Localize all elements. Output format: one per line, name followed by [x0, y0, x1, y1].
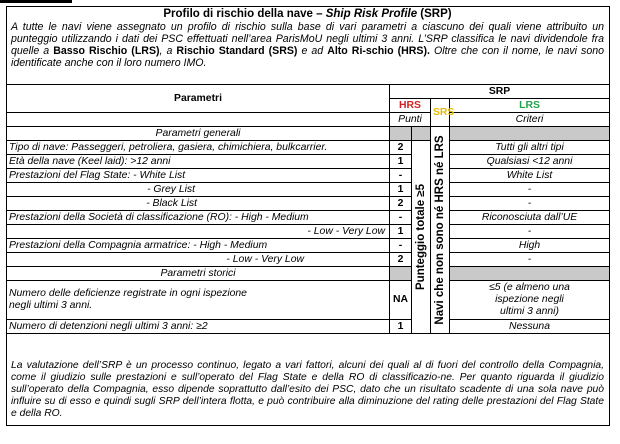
intro-text-1: A tutte le navi viene assegnato un profilo di rischio sulla base di vari parametri a ciascuno dei quali viene attribuito un punteggio utilizzando i dati dei PSC effettuati nell’area ParisMoU negli ultimi 3 anni. L’SRP classifica le navi dividendole fra quelle a [11, 21, 604, 58]
header-srs: SRS [431, 99, 450, 127]
srp-table [6, 84, 610, 334]
shade-cell [450, 267, 610, 281]
header-srp: SRP [390, 85, 610, 99]
intro-bold-hrs: Alto Ri-schio (HRS). [327, 45, 430, 58]
row-criteria: Riconosciuta dall’UE [450, 211, 610, 225]
table-header-row-3 [7, 113, 610, 127]
table-row [7, 155, 610, 169]
row-criteria: Tutti gli altri tipi [450, 141, 610, 155]
row-param: Età della nave (Keel laid): >12 anni [7, 155, 390, 169]
vertical-score-cell [412, 141, 431, 334]
row-points: 2 [390, 197, 412, 211]
row-points: 1 [390, 155, 412, 169]
deficiencies-param [7, 281, 390, 320]
row-points: - [390, 169, 412, 183]
row-criteria: - [450, 253, 610, 267]
table-row [7, 211, 610, 225]
shade-cell [450, 127, 610, 141]
table-row [7, 225, 610, 239]
header-empty [7, 113, 390, 127]
header-punti: Punti [390, 113, 431, 127]
row-criteria: High [450, 239, 610, 253]
intro-paragraph [7, 21, 608, 69]
table-row [7, 320, 610, 334]
section-general-row [7, 127, 610, 141]
row-criteria: - [450, 183, 610, 197]
header-criteri: Criteri [450, 113, 610, 127]
row-param: - Black List [7, 197, 390, 211]
title-suffix: (SRP) [417, 8, 452, 20]
detentions-criteria: Nessuna [450, 320, 610, 334]
row-param: Prestazioni della Compagnia armatrice: - High - Medium [7, 239, 390, 253]
row-param: Tipo di nave: Passeggeri, petroliera, gasiera, chimichiera, bulkcarrier. [7, 141, 390, 155]
intro-text-3: e ad [297, 45, 328, 58]
deficiencies-criteria-line-1: ≤5 (e almeno una [489, 282, 570, 293]
footer-note: La valutazione dell’SRP è un processo continuo, legato a vari fattori, alcuni dei quali al di fuori del controllo della Compagnia, come il giudizio sulle prestazioni e sull’operato del Flag State e della RO di classificazio-ne. Per quanto riguarda il giudizio sull’operato della Compagnia, esso dipende soprattutto dall’esito dei PSC, dato che un risultato scadente di una sola nave può influire su di esso e quindi sugli SRP dell’intera flotta, e può contribuire alla diminuzione del rating delle prestazioni del Flag State e della RO. [11, 360, 604, 420]
detentions-points: 1 [390, 320, 412, 334]
deficiencies-criteria [450, 281, 610, 320]
header-parametri: Parametri [7, 85, 390, 113]
deficiencies-criteria-line-2: ispezione negli [495, 294, 564, 305]
top-bar-decoration [0, 0, 72, 3]
deficiencies-line-1: Numero delle deficienze registrate in ogni ispezione [9, 288, 247, 299]
section-history-row [7, 267, 610, 281]
table-row [7, 197, 610, 211]
table-header-row-1 [7, 85, 610, 99]
vertical-srs-label: Navi che non sono né HRS né LRS [434, 135, 446, 325]
detentions-param: Numero di detenzioni negli ultimi 3 anni: ≥2 [7, 320, 390, 334]
intro-bold-lrs: Basso Rischio (LRS) [53, 45, 160, 58]
deficiencies-points: NA [390, 281, 412, 320]
section-general: Parametri generali [7, 127, 390, 141]
title-prefix: Profilo di rischio della nave – [163, 8, 326, 20]
vertical-srs-cell [431, 127, 450, 334]
intro-text-2: , a [159, 45, 177, 58]
shade-cell [390, 267, 412, 281]
row-points: 1 [390, 225, 412, 239]
deficiencies-line-2: negli ultimi 3 anni. [9, 300, 93, 311]
row-criteria: - [450, 225, 610, 239]
table-row [7, 141, 610, 155]
table-row [7, 239, 610, 253]
intro-section [7, 7, 608, 84]
row-param: - Grey List [7, 183, 390, 197]
ship-risk-profile-box [6, 6, 610, 426]
row-criteria: - [450, 197, 610, 211]
row-points: - [390, 239, 412, 253]
shade-cell [390, 127, 412, 141]
row-criteria: White List [450, 169, 610, 183]
page-title [7, 7, 608, 21]
section-history: Parametri storici [7, 267, 390, 281]
row-param: Prestazioni della Società di classificazione (RO): - High - Medium [7, 211, 390, 225]
row-param: - Low - Very Low [7, 225, 390, 239]
deficiencies-criteria-line-3: ultimi 3 anni) [500, 306, 559, 317]
table-row [7, 169, 610, 183]
intro-bold-srs: Rischio Standard (SRS) [176, 45, 298, 58]
header-lrs: LRS [450, 99, 610, 113]
row-points: - [390, 211, 412, 225]
row-criteria: Qualsiasi <12 anni [450, 155, 610, 169]
vertical-score-label: Punteggio totale ≥5 [415, 184, 427, 290]
table-row [7, 183, 610, 197]
row-points: 1 [390, 183, 412, 197]
row-points: 2 [390, 141, 412, 155]
intro-text-4: Oltre che con il nome, le navi sono identificate anche con il loro numero IMO. [11, 45, 604, 70]
shade-cell [412, 127, 431, 141]
title-italic: Ship Risk Profile [325, 8, 418, 20]
table-row [7, 253, 610, 267]
row-param: Prestazioni del Flag State: - White List [7, 169, 390, 183]
row-points: 2 [390, 253, 412, 267]
row-param: - Low - Very Low [7, 253, 390, 267]
header-hrs: HRS [390, 99, 431, 113]
table-row [7, 281, 610, 320]
